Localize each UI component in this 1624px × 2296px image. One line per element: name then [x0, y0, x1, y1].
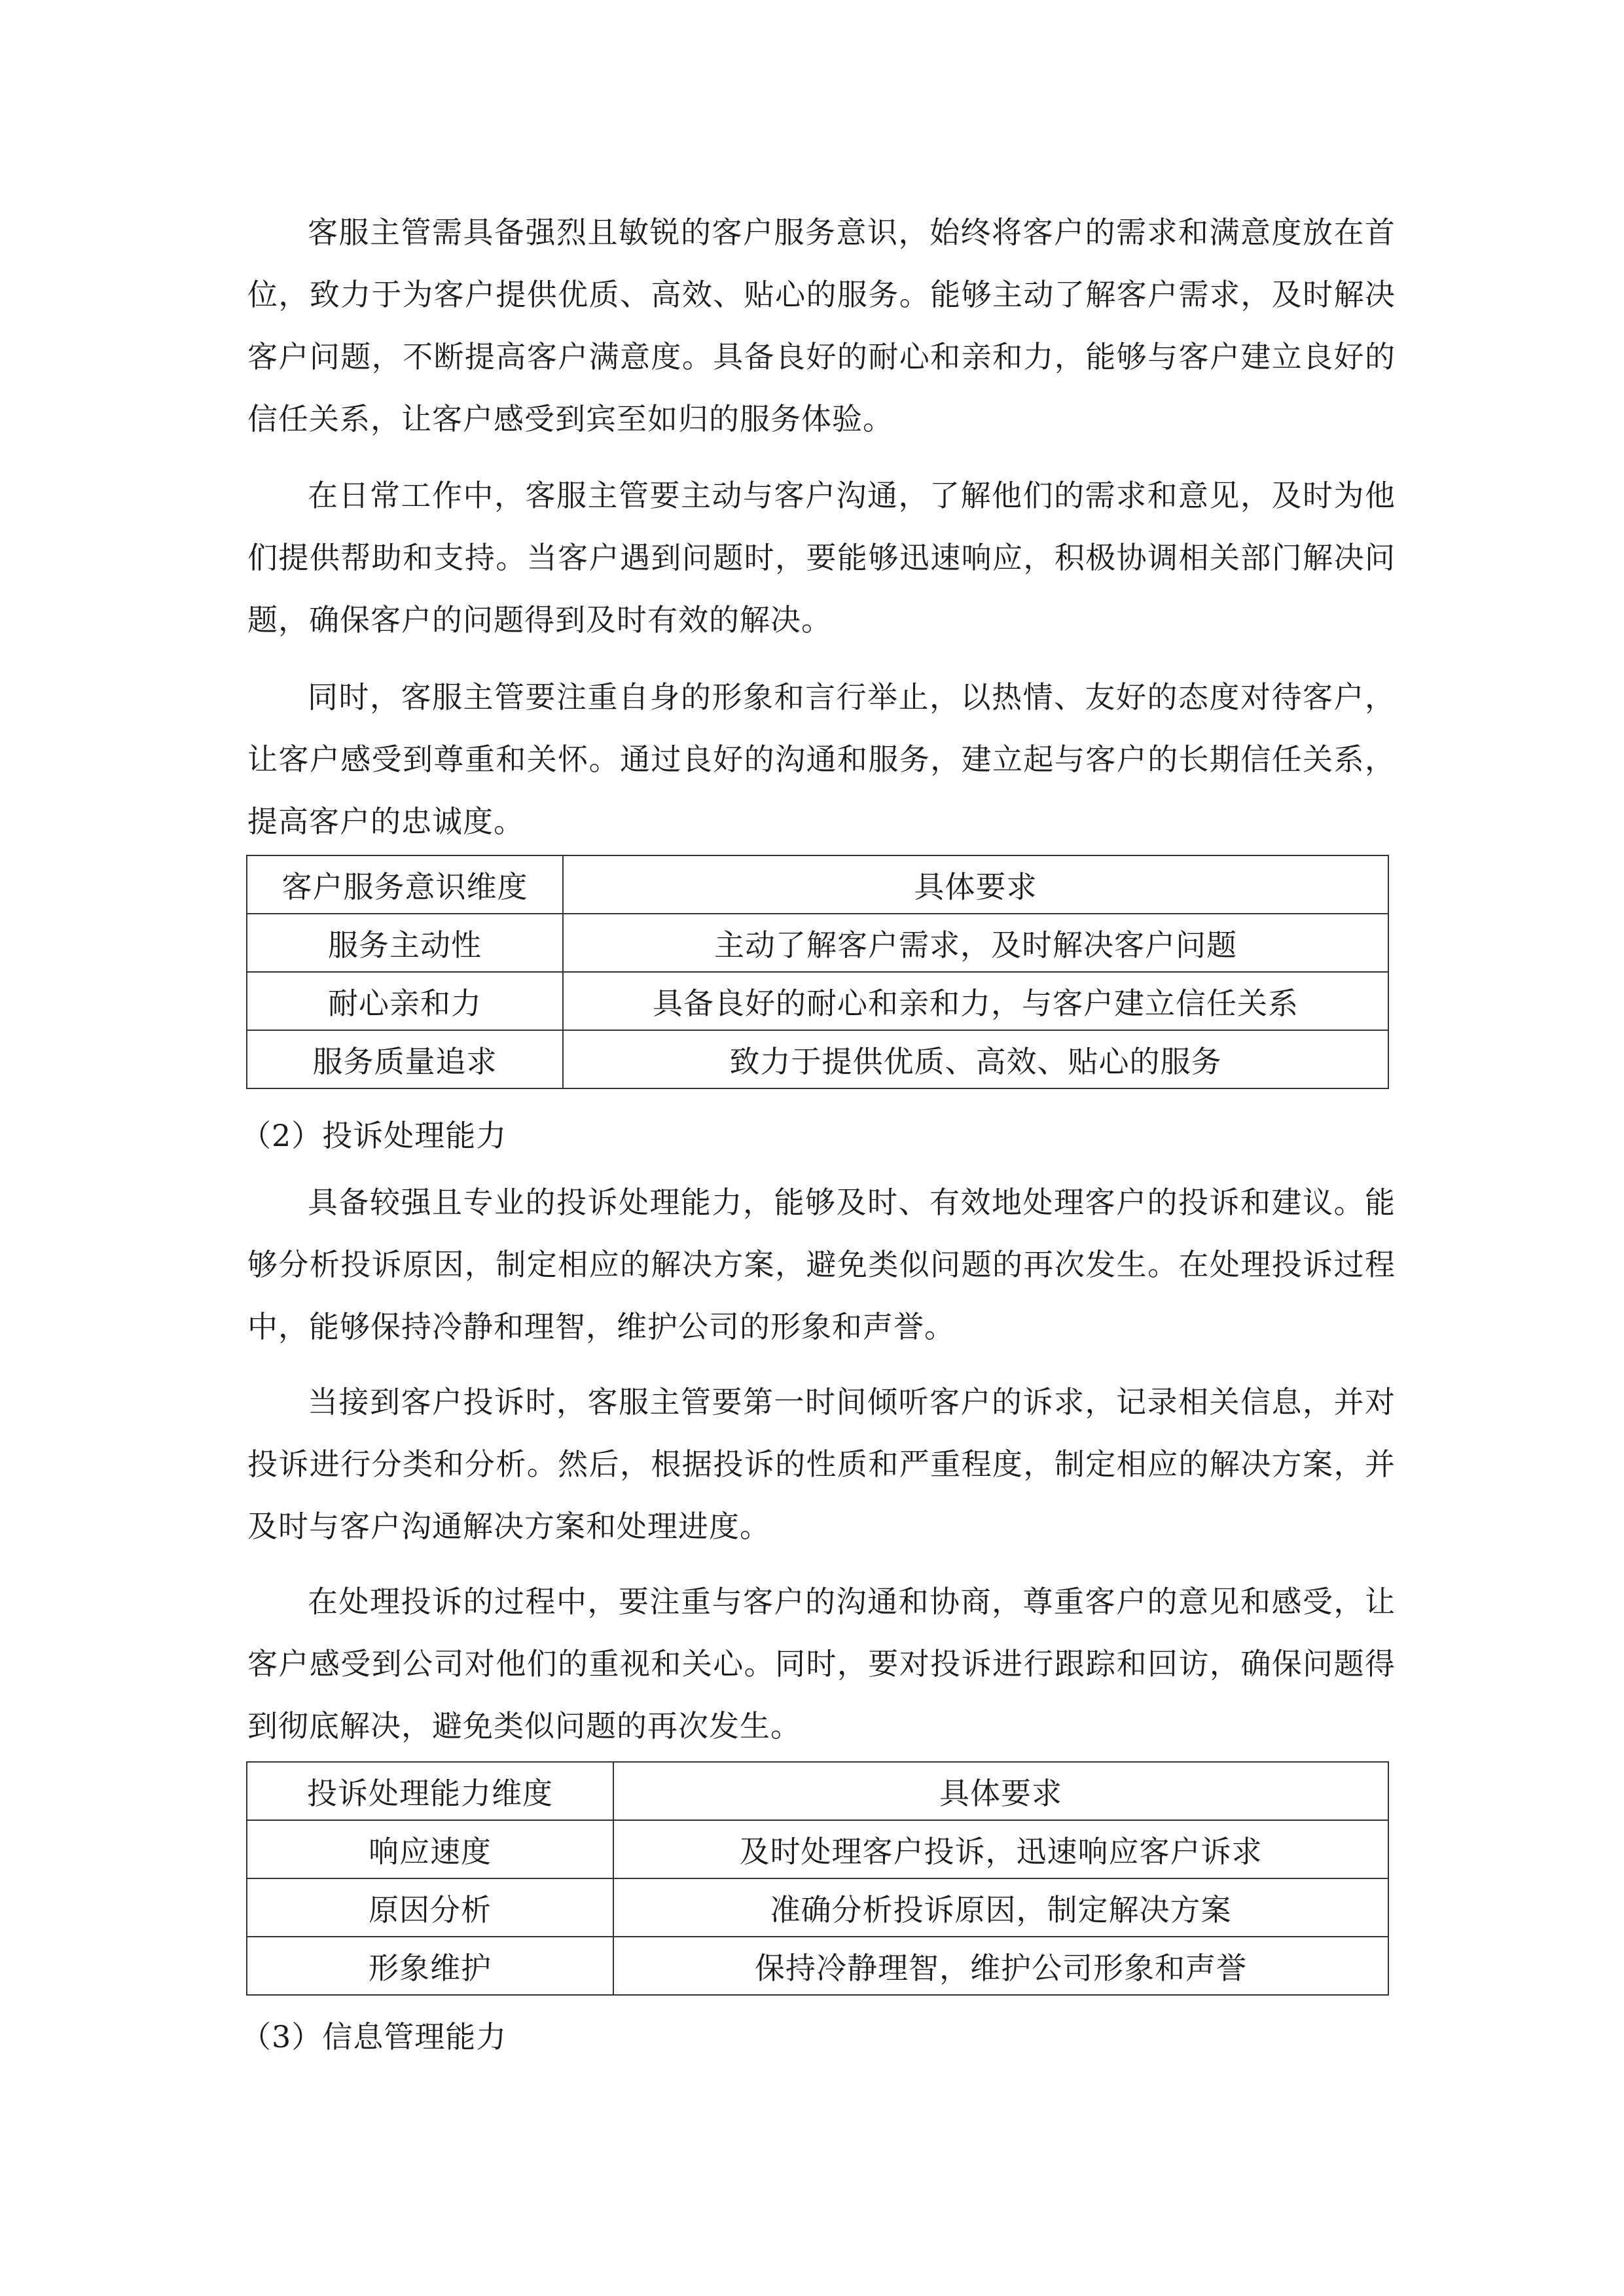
paragraph: 当接到客户投诉时，客服主管要第一时间倾听客户的诉求，记录相关信息，并对投诉进行分类和分析。然后，根据投诉的性质和严重程度，制定相应的解决方案，并及时与客户沟通解决方案和处理进度。 [247, 1384, 1396, 1544]
table-header-row [247, 855, 1388, 914]
paragraph: 在日常工作中，客服主管要主动与客户沟通，了解他们的需求和意见，及时为他们提供帮助和支持。当客户遇到问题时，要能够迅速响应，积极协调相关部门解决问题，确保客户的问题得到及时有效的解决。 [247, 478, 1396, 637]
paragraph: 具备较强且专业的投诉处理能力，能够及时、有效地处理客户的投诉和建议。能够分析投诉原因，制定相应的解决方案，避免类似问题的再次发生。在处理投诉过程中，能够保持冷静和理智，维护公司的形象和声誉。 [247, 1185, 1396, 1344]
table-row [247, 972, 1388, 1030]
table-cell: 服务质量追求 [247, 1030, 563, 1088]
paragraph: 同时，客服主管要注重自身的形象和言行举止，以热情、友好的态度对待客户，让客户感受到尊重和关怀。通过良好的沟通和服务，建立起与客户的长期信任关系，提高客户的忠诚度。 [247, 679, 1396, 839]
paragraph: 在处理投诉的过程中，要注重与客户的沟通和协商，尊重客户的意见和感受，让客户感受到公司对他们的重视和关心。同时，要对投诉进行跟踪和回访，确保问题得到彻底解决，避免类似问题的再次发生。 [247, 1584, 1396, 1744]
table-cell: 准确分析投诉原因，制定解决方案 [613, 1878, 1388, 1937]
service-awareness-table [246, 855, 1389, 1089]
table-header-cell: 投诉处理能力维度 [247, 1762, 613, 1820]
complaint-handling-table [246, 1761, 1389, 1996]
table-cell: 服务主动性 [247, 914, 563, 972]
table-row [247, 1030, 1388, 1088]
table-cell: 及时处理客户投诉，迅速响应客户诉求 [613, 1820, 1388, 1878]
table-row [247, 914, 1388, 972]
section-heading: （2）投诉处理能力 [241, 1118, 507, 1153]
table-row [247, 1937, 1388, 1995]
section-heading: （3）信息管理能力 [241, 2019, 507, 2054]
table-header-row [247, 1762, 1388, 1820]
table-cell: 响应速度 [247, 1820, 613, 1878]
table-row [247, 1878, 1388, 1937]
table-header-cell: 具体要求 [613, 1762, 1388, 1820]
table-cell: 致力于提供优质、高效、贴心的服务 [563, 1030, 1388, 1088]
table-row [247, 1820, 1388, 1878]
table-cell: 具备良好的耐心和亲和力，与客户建立信任关系 [563, 972, 1388, 1030]
table-cell: 保持冷静理智，维护公司形象和声誉 [613, 1937, 1388, 1995]
table-cell: 原因分析 [247, 1878, 613, 1937]
table-header-cell: 具体要求 [563, 855, 1388, 914]
paragraph: 客服主管需具备强烈且敏锐的客户服务意识，始终将客户的需求和满意度放在首位，致力于为客户提供优质、高效、贴心的服务。能够主动了解客户需求，及时解决客户问题，不断提高客户满意度。具备良好的耐心和亲和力，能够与客户建立良好的信任关系，让客户感受到宾至如归的服务体验。 [247, 215, 1396, 437]
table-cell: 主动了解客户需求，及时解决客户问题 [563, 914, 1388, 972]
table-cell: 耐心亲和力 [247, 972, 563, 1030]
table-cell: 形象维护 [247, 1937, 613, 1995]
table-header-cell: 客户服务意识维度 [247, 855, 563, 914]
